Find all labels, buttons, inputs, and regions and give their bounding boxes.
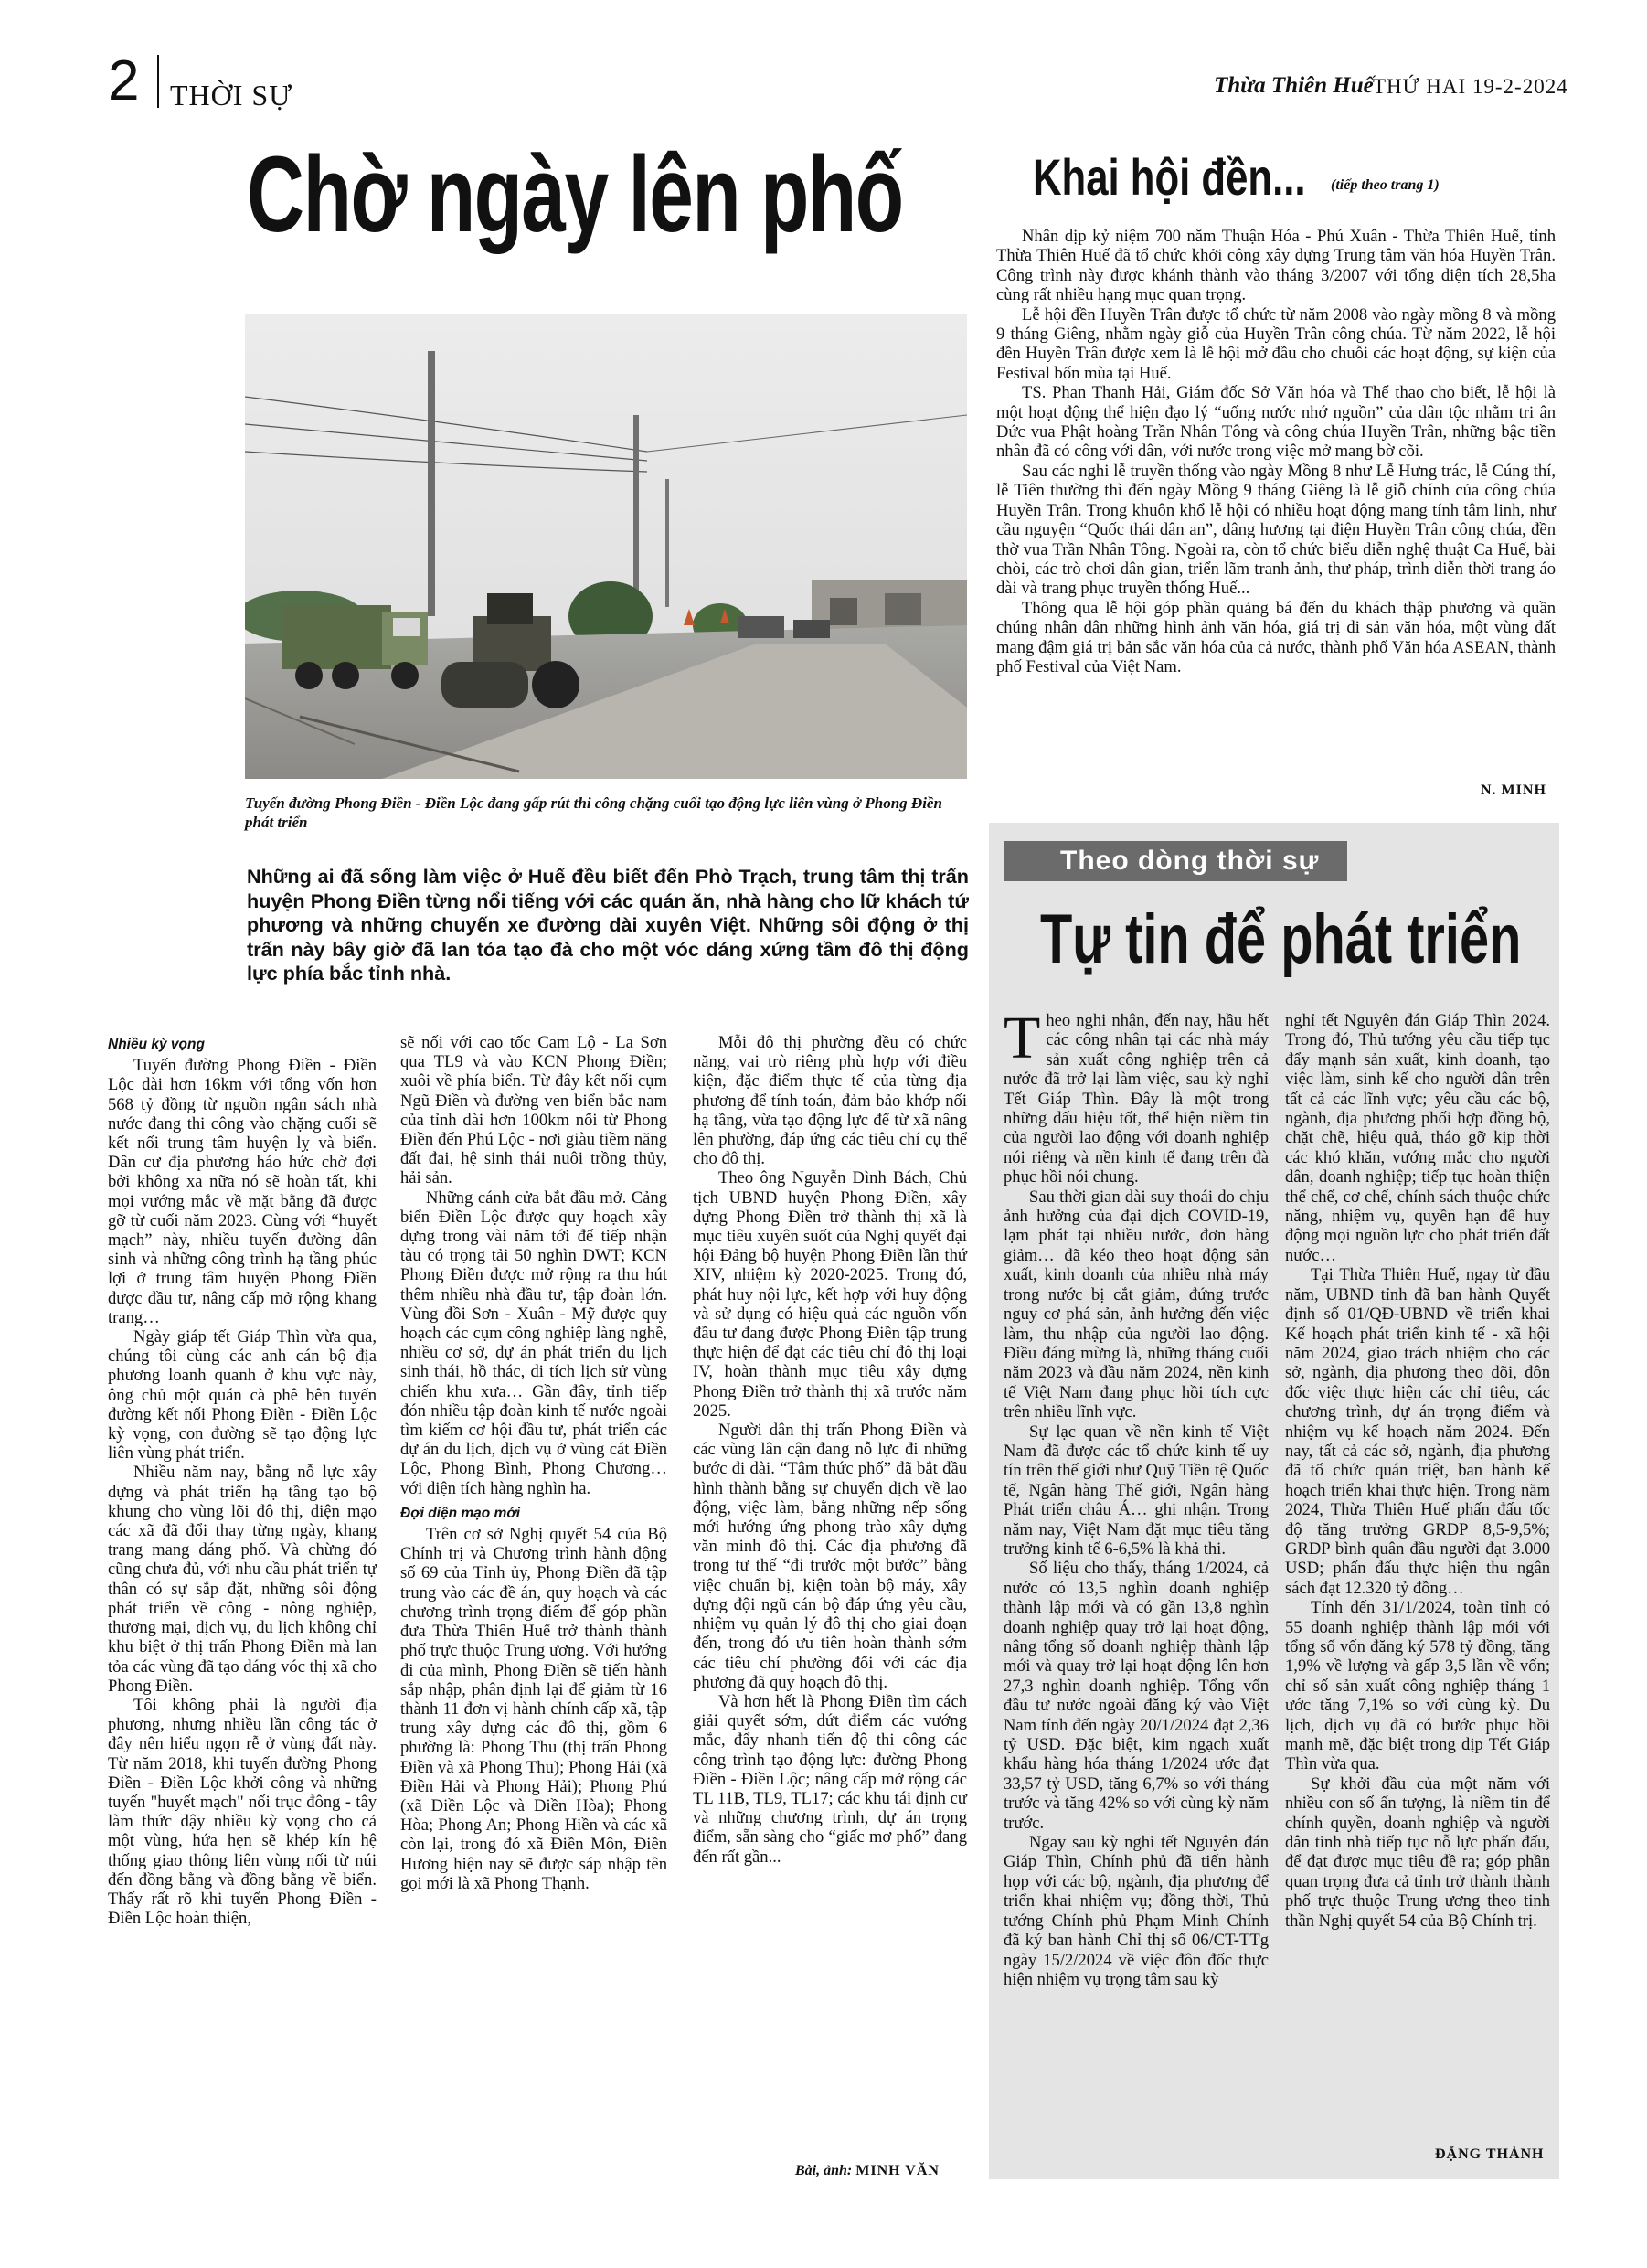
section-name: THỜI SỰ bbox=[170, 79, 293, 112]
paragraph: Lễ hội đền Huyền Trân được tổ chức từ năm 2008 vào ngày mồng 8 và mồng 9 tháng Giêng, nhằm ngày giỗ của Huyền Trân công chúa. Từ năm 2022, lễ hội đền Huyền Trân được xem là lễ hội mở đầu cho chuỗi các hoạt động, sự kiện của Festival bốn mùa tại Huế. bbox=[996, 304, 1556, 383]
issue-date: THỨ HAI 19-2-2024 bbox=[1373, 75, 1568, 98]
paragraph: Theo ông Nguyễn Đình Bách, Chủ tịch UBND huyện Phong Điền, xây dựng Phong Điền trở thành thị xã là mục tiêu xuyên suốt của Nghị quyết đại hội Đảng bộ huyện Phong Điền lần thứ XIV, nhiệm kỳ 2020-2025. Trong đó, phát huy nội lực, kết hợp với huy động và sử dụng có hiệu quả các nguồn vốn đầu tư đang được Phong Điền tập trung thực hiện để đạt các tiêu chí đô thị loại IV, hoàn thành mục tiêu xây dựng Phong Điền trở thành thị xã trước năm 2025. bbox=[693, 1168, 967, 1421]
subheading: Đợi diện mạo mới bbox=[400, 1505, 521, 1521]
main-story-column-2 bbox=[400, 1033, 667, 1893]
main-story-byline bbox=[795, 2163, 940, 2179]
byline-author: MINH VĂN bbox=[855, 2163, 940, 2178]
festival-story-title: Khai hội đền... bbox=[1033, 148, 1306, 206]
paragraph: Sự khởi đầu của một năm với nhiều con số ấn tượng, là niềm tin để chính quyền, doanh nghiệp và người dân tỉnh nhà tiếp tục nỗ lực phấn đấu, để đạt được mục tiêu đề ra; góp phần quan trọng đưa cả tỉnh trở thành thành phố trực thuộc Trung ương theo tinh thần Nghị quyết 54 của Bộ Chính trị. bbox=[1285, 1773, 1550, 1931]
paragraph bbox=[1004, 1005, 1269, 1187]
photo-caption: Tuyến đường Phong Điền - Điền Lộc đang gấp rút thi công chặng cuối tạo động lực liên vùng ở Phong Điền phát triển bbox=[245, 794, 942, 831]
paragraph: Tuyến đường Phong Điền - Điền Lộc dài hơn 16km với tổng vốn hơn 568 tỷ đồng từ nguồn ngân sách nhà nước đang thi công vào chặng cuối sẽ kết nối trung tâm huyện lỵ và biển. Dân cư địa phương háo hức chờ đợi bởi không xa nữa nó sẽ hoàn tất, khi mọi vướng mắc về mặt bằng đã được gỡ từ cuối năm 2023. Cùng với “huyết mạch” này, nhiều tuyến đường dân sinh và những công trình hạ tầng phúc lợi ở trung tâm huyện Phong Điền được đầu tư, nâng cấp mở rộng khang trang… bbox=[108, 1056, 377, 1327]
paragraph: sẽ nối với cao tốc Cam Lộ - La Sơn qua TL9 và vào KCN Phong Điền; xuôi về phía biển. Từ đây kết nối cụm Ngũ Điền và đường ven biển bắc nam của tỉnh dài hơn 100km nối từ Phong Điền đến Phú Lộc - nơi giàu tiềm năng đất đai, hệ sinh thái nuôi trồng thủy, hải sản. bbox=[400, 1033, 667, 1188]
paragraph: Tôi không phải là người địa phương, nhưng nhiều lần công tác ở đây nên hiểu ngọn rễ ở vùng đất này. Từ năm 2018, khi tuyến đường Phong Điền - Điền Lộc khởi công và những tuyến "huyết mạch" nối trục đông - tây làm thức dậy nhiều kỳ vọng cho cả một vùng, hứa hẹn sẽ khép kín hệ thống giao thông liên vùng nối từ núi đến đồng bằng và đồng bằng về biển. Thấy rất rõ khi tuyến Phong Điền - Điền Lộc hoàn thiện, bbox=[108, 1695, 377, 1929]
opinion-byline: ĐẶNG THÀNH bbox=[1435, 2146, 1545, 2162]
paragraph: Sự lạc quan về nền kinh tế Việt Nam đã được các tổ chức kinh tế uy tín trên thế giới như Quỹ Tiền tệ Quốc tế, Ngân hàng Thế giới, Ngân hàng Phát triển châu Á… ghi nhận. Trong năm nay, Việt Nam đặt mục tiêu tăng trưởng kinh tế 6-6,5% là khả thi. bbox=[1004, 1421, 1269, 1559]
festival-story-byline: N. MINH bbox=[1481, 783, 1546, 798]
subheading: Nhiều kỳ vọng bbox=[108, 1037, 205, 1052]
paragraph: Thông qua lễ hội góp phần quảng bá đến du khách thập phương và quần chúng nhân dân những hình ảnh văn hóa, giá trị di sản văn hóa, một vùng đất mang đậm giá trị bản sắc văn hóa của cả nước, thành phố Văn hóa ASEAN, thành phố Festival của Việt Nam. bbox=[996, 598, 1556, 676]
paragraph: Ngày giáp tết Giáp Thìn vừa qua, chúng tôi cùng các anh cán bộ địa phương loanh quanh ở khu vực này, ông chủ một quán cà phê bên tuyến đường kết nối Phong Điền - Điền Lộc kỳ vọng, con đường sẽ tạo động lực liên vùng phát triển. bbox=[108, 1327, 377, 1464]
opinion-column-2 bbox=[1285, 1011, 1550, 1931]
page-number: 2 bbox=[108, 49, 140, 112]
paragraph: Những cánh cửa bắt đầu mở. Cảng biển Điền Lộc được quy hoạch xây dựng trong vài năm tới để tiếp nhận tàu có trọng tải 50 nghìn DWT; KCN Phong Điền được mở rộng ra thu hút thêm nhiều nhà đầu tư, tập đoàn lớn. Vùng đồi Sơn - Xuân - Mỹ được quy hoạch các cụm công nghiệp làng nghề, nhiều cơ sở, dự án phát triển du lịch sinh thái, hồ thác, di tích lịch sử vùng chiến khu xưa… Gần đây, tỉnh tiếp đón nhiều tập đoàn kinh tế nước ngoài tìm kiếm cơ hội đầu tư, phát triển các dự án du lịch, dịch vụ ở vùng cát Điền Lộc, Phong Bình, Phong Chương… với diện tích hàng nghìn ha. bbox=[400, 1187, 667, 1498]
opinion-title: Tự tin để phát triển bbox=[1040, 900, 1522, 978]
paragraph: TS. Phan Thanh Hải, Giám đốc Sở Văn hóa và Thể thao cho biết, lễ hội là một hoạt động thể hiện đạo lý “uống nước nhớ nguồn” của dân tộc nhằm tri ân Đức vua Phật hoàng Trần Nhân Tông và công chúa Huyền Trân, những bậc tiền nhân đã có công với dân, với nước trong việc mở mang bờ cõi. bbox=[996, 383, 1556, 462]
main-story-column-1 bbox=[108, 1033, 377, 1928]
paragraph: Nhiều năm nay, bằng nỗ lực xây dựng và phát triển hạ tầng tạo bộ khung cho vùng lõi đô thị, diện mạo các xã đã đổi thay từng ngày, khang trang mang dáng phố. Và chừng đó cũng chưa đủ, với nhu cầu phát triển tự thân có sự sắp đặt, những sôi động phát triển về công - nông nghiệp, thương mại, dịch vụ, du lịch không chỉ khu biệt ở thị trấn Phong Điền mà lan tỏa các vùng đã tạo dáng vóc thị xã cho Phong Điền. bbox=[108, 1463, 377, 1696]
paragraph: Ngay sau kỳ nghỉ tết Nguyên đán Giáp Thìn, Chính phủ đã tiến hành họp với các bộ, ngành, địa phương để triển khai nhiệm vụ; đồng thời, Thủ tướng Chính phủ Phạm Minh Chính đã ký ban hành Chỉ thị số 06/CT-TTg ngày 15/2/2024 về việc đôn đốc thực hiện nhiệm vụ trọng tâm sau kỳ bbox=[1004, 1833, 1269, 1989]
column-tag: Theo dòng thời sự bbox=[1004, 841, 1347, 881]
paragraph: nghỉ tết Nguyên đán Giáp Thìn 2024. Trong đó, Thủ tướng yêu cầu tiếp tục đẩy mạnh sản xuất, kinh doanh, tạo việc làm, sinh kế cho người dân trên tất cả các lĩnh vực; yêu cầu các bộ, ngành, địa phương phối hợp đồng bộ, chặt chẽ, hiệu quả, tháo gỡ kịp thời các khó khăn, vướng mắc cho người dân, doanh nghiệp; tiếp tục hoàn thiện thể chế, cơ chế, chính sách thuộc chức năng, nhiệm vụ, quyền hạn để huy động mọi nguồn lực cho phát triển đất nước… bbox=[1285, 1011, 1550, 1265]
main-story-column-3 bbox=[693, 1033, 967, 1867]
drop-cap: T bbox=[1004, 1005, 1041, 1071]
paragraph: Và hơn hết là Phong Điền tìm cách giải quyết sớm, dứt điểm các vướng mắc, đẩy nhanh tiến độ thi công các công trình tạo động lực: đường Phong Điền - Điền Lộc; nâng cấp mở rộng các TL 11B, TL9, TL17; các khu tái định cư và những chương trình, dự án trọng điểm, sẵn sàng cho “giấc mơ phố” đang đến rất gần... bbox=[693, 1691, 967, 1867]
paragraph: Tại Thừa Thiên Huế, ngay từ đầu năm, UBND tỉnh đã ban hành Quyết định số 01/QĐ-UBND về triển khai Kế hoạch phát triển kinh tế - xã hội năm 2024, giao trách nhiệm cho các sở, ngành, địa phương theo dõi, đôn đốc việc thực hiện các chỉ tiêu, các chương trình, dự án trọng điểm và nhiệm vụ kế hoạch năm 2024. Đến nay, tất cả các sở, ngành, địa phương đã tổ chức quán triệt, ban hành kế hoạch triển khai thực hiện. Trong năm 2024, Thừa Thiên Huế phấn đấu tốc độ tăng trưởng GRDP 8,5-9,5%; GRDP bình quân đầu người đạt 3.000 USD; phấn đấu thực hiện thu ngân sách đạt 12.320 tỷ đồng… bbox=[1285, 1265, 1550, 1598]
header-divider bbox=[157, 55, 159, 108]
continued-note: (tiếp theo trang 1) bbox=[1331, 177, 1440, 193]
festival-story-body bbox=[996, 227, 1556, 676]
paragraph: Mỗi đô thị phường đều có chức năng, vai trò riêng phù hợp với điều kiện, đặc điểm thực tế của từng địa phương để tính toán, đảm bảo khớp nối hạ tầng, vừa tạo động lực để từ xã nâng lên phường, đáp ứng các tiêu chí cụ thể cho đô thị. bbox=[693, 1033, 967, 1169]
lead-text: heo nghi nhận, đến nay, hầu hết các công nhân tại các nhà máy sản xuất công nghiệp trên cả nước đã trở lại làm việc, sau kỳ nghỉ Tết Giáp Thìn. Đây là một trong những dấu hiệu tốt, thể hiện niềm tin của người lao động với doanh nghiệp nói riêng và nền kinh tế đang trên đà phục hồi nói chung. bbox=[1004, 1011, 1269, 1187]
paragraph: Trên cơ sở Nghị quyết 54 của Bộ Chính trị và Chương trình hành động số 69 của Tỉnh ủy, Phong Điền đã tập trung vào các đề án, quy hoạch và các chương trình trọng điểm để góp phần đưa Thừa Thiên Huế trở thành thành phố trực thuộc Trung ương. Với hướng đi của mình, Phong Điền sẽ tiến hành sắp nhập, phân định lại để giảm từ 16 thành 11 đơn vị hành chính cấp xã, tập trung xây dựng các đô thị, gồm 6 phường là: Phong Thu (thị trấn Phong Điền và xã Phong Thu); Phong Hải (xã Điền Hải và Phong Hải); Phong Phú (xã Điền Lộc và Điền Hòa); Phong Hòa; Phong An; Phong Hiền và các xã còn lại, trong đó xã Điền Môn, Điền Hương hiện nay sẽ được sáp nhập tên gọi mới là xã Phong Thạnh. bbox=[400, 1525, 667, 1893]
paragraph: Người dân thị trấn Phong Điền và các vùng lân cận đang nỗ lực đi những bước đi dài. “Tâm thức phố” đã bắt đầu hình thành bằng sự chuyển dịch về lao động, việc làm, bằng những nếp sống mới hướng ứng phong trào xây dựng văn minh đô thị. Các địa phương đã trong tư thế “đi trước một bước” bằng việc chuẩn bị, kiện toàn bộ máy, xây dựng đội ngũ cán bộ đáp ứng yêu cầu, nhiệm vụ quản lý đô thị cho giai đoạn đến, trong đó ưu tiên hoàn thành sớm các tiêu chí phường đối với các địa phương đã quy hoạch đô thị. bbox=[693, 1421, 967, 1692]
paragraph: Nhân dịp kỷ niệm 700 năm Thuận Hóa - Phú Xuân - Thừa Thiên Huế, tỉnh Thừa Thiên Huế đã tổ chức khởi công xây dựng Trung tâm văn hóa Huyền Trân. Công trình này được khánh thành vào tháng 3/2007 với tổng diện tích 28,5ha cùng rất nhiều hạng mục quan trọng. bbox=[996, 227, 1556, 305]
newspaper-name: Thừa Thiên Huế bbox=[1214, 73, 1374, 98]
opinion-column-1 bbox=[1004, 1005, 1269, 1989]
paragraph: Sau các nghi lễ truyền thống vào ngày Mồng 8 như Lễ Hưng trác, lễ Cúng thí, lễ Tiên thường thì đến ngày Mồng 9 tháng Giêng là lễ giỗ chính của công chúa Huyền Trân. Trong khuôn khổ lễ hội có nhiều hoạt động mang tính tâm linh, như cầu nguyện “Quốc thái dân an”, dâng hương tại điện Huyền Trân công chúa, đền thờ vua Trần Nhân Tông. Ngoài ra, còn tổ chức biểu diễn nghệ thuật Ca Huế, bài chòi, các trò chơi dân gian, triển lãm tranh ảnh, thư pháp, trình diễn thời trang áo dài và trang phục truyền thống Huế... bbox=[996, 461, 1556, 599]
paragraph: Sau thời gian dài suy thoái do chịu ảnh hưởng của đại dịch COVID-19, lạm phát tại nhiều nước, đơn hàng giảm… đã kéo theo hoạt động sản xuất, kinh doanh của nhiều nhà máy trong nước bị cắt giảm, đứng trước nguy cơ phá sản, ảnh hưởng đến việc làm, thu nhập của người lao động. Điều đáng mừng là, những tháng cuối năm 2023 và đầu năm 2024, nền kinh tế Việt Nam đang phục hồi tích cực trên nhiều lĩnh vực. bbox=[1004, 1187, 1269, 1422]
road-construction-photo bbox=[245, 314, 967, 779]
paragraph: Số liệu cho thấy, tháng 1/2024, cả nước có 13,5 nghìn doanh nghiệp thành lập mới và có gần 13,8 nghìn doanh nghiệp quay trở lại hoạt động, nâng tổng số doanh nghiệp thành lập mới và quay trở lại hoạt động lên hơn 27,3 nghìn doanh nghiệp. Tổng vốn đầu tư nước ngoài đăng ký vào Việt Nam tính đến ngày 20/1/2024 đạt 2,36 tỷ USD. Đặc biệt, kim ngạch xuất khẩu hàng hóa tháng 1/2024 ước đạt 33,57 tỷ USD, tăng 6,7% so với tháng trước và tăng 42% so với cùng kỳ năm trước. bbox=[1004, 1559, 1269, 1833]
main-story-title: Chờ ngày lên phố bbox=[247, 134, 903, 255]
paragraph: Tính đến 31/1/2024, toàn tỉnh có 55 doanh nghiệp thành lập mới với tổng số vốn đăng ký 578 tỷ đồng, tăng 1,9% về lượng và gấp 3,5 lần về vốn; chỉ số sản xuất công nghiệp tháng 1 ước tăng 7,1% so với cùng kỳ. Du lịch, dịch vụ đã có bước phục hồi mạnh mẽ, đặc biệt trong dịp Tết Giáp Thìn vừa qua. bbox=[1285, 1598, 1550, 1774]
story-lead: Những ai đã sống làm việc ở Huế đều biết đến Phò Trạch, trung tâm thị trấn huyện Phong Điền từng nổi tiếng với các quán ăn, nhà hàng cho lữ khách tứ phương và những chuyến xe đường dài xuyên Việt. Những sôi động ở thị trấn này bây giờ đã lan tỏa tạo đà cho một vóc dáng xứng tầm đô thị động lực phía bắc tỉnh nhà. bbox=[247, 865, 969, 985]
byline-label: Bài, ảnh: bbox=[795, 2163, 853, 2178]
